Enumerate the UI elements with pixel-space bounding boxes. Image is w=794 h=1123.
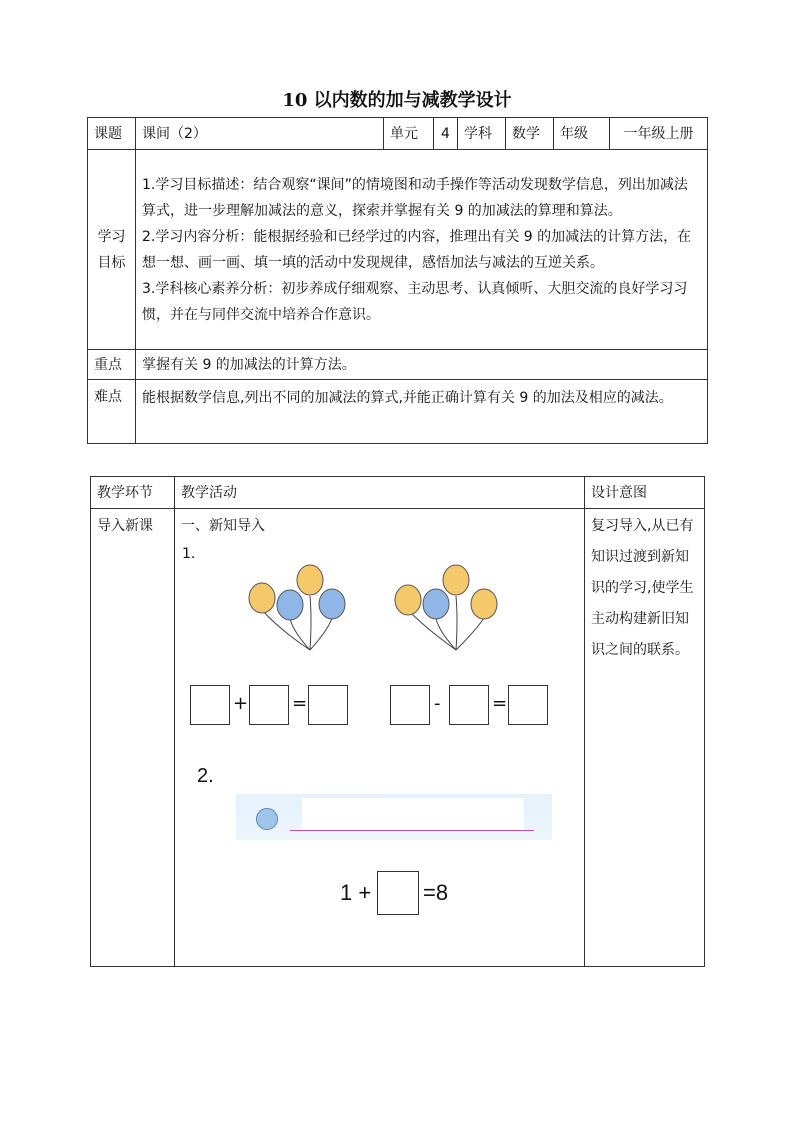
balloon-icon [443,565,469,595]
item-2-label: 2. [197,765,214,787]
document-title: 10 以内数的加与减教学设计 [282,90,512,111]
answer-box[interactable] [249,685,289,725]
goal-3: 3.学科核心素养分析：初步养成仔细观察、主动思考、认真倾听、大胆交流的良好学习习惯，并在与同伴交流中培养合作意识。 [142,280,688,323]
stage-header: 教学环节 [91,477,175,509]
topic-value: 课间（2） [136,118,384,150]
balloon-icon [297,565,323,595]
difficulty-label: 难点 [88,380,136,444]
difficulty-value: 能根据数学信息,列出不同的加减法的算式,并能正确计算有关 9 的加法及相应的减法。 [136,380,708,444]
balloon-icon [395,585,421,615]
lesson-info-table [87,117,708,444]
grade-value: 一年级上册 [610,118,708,150]
image-strip-panel [302,798,524,830]
balloon-icon [277,590,303,620]
minus-sign: - [434,693,441,714]
underline-accent [290,830,534,831]
goals-content [136,150,708,350]
answer-box[interactable] [190,685,230,725]
topic-label: 课题 [88,118,136,150]
circle-icon [256,808,278,830]
answer-box[interactable] [449,685,489,725]
balloon-icon [471,589,497,619]
subject-label: 学科 [458,118,506,150]
balloon-icon [423,589,449,619]
unit-label: 单元 [384,118,434,150]
intent-value: 复习导入,从已有知识过渡到新知识的学习,使学生主动构建新旧知识之间的联系。 [585,509,705,967]
plus-sign: + [233,693,249,714]
equation-left: 1 + [340,880,372,905]
answer-box[interactable] [377,871,419,915]
balloon-bunch-right [388,560,498,654]
grade-label: 年级 [554,118,610,150]
activity-header: 教学活动 [175,477,585,509]
subject-value: 数学 [506,118,554,150]
goals-label-line2: 目标 [97,254,126,271]
equals-sign: = [492,693,508,714]
balloon-bunch-left [240,560,350,654]
key-point-label: 重点 [88,350,136,380]
answer-box[interactable] [508,685,548,725]
answer-box[interactable] [308,685,348,725]
goals-label [88,150,136,350]
goals-label-line1: 学习 [97,228,126,245]
goal-2: 2.学习内容分析：能根据经验和已经学过的内容，推理出有关 9 的加减法的计算方法，在想一想、画一画、填一填的活动中发现规律，感悟加法与减法的互逆关系。 [142,228,692,271]
equation-right: =8 [423,880,449,905]
item-1-label: 1. [182,546,196,562]
unit-value: 4 [434,118,458,150]
goal-1: 1.学习目标描述：结合观察“课间”的情境图和动手操作等活动发现数学信息，列出加减法算式，进一步理解加减法的意义，探索并掌握有关 9 的加减法的算理和算法。 [142,176,688,219]
balloon-icon [319,589,345,619]
key-point-value: 掌握有关 9 的加减法的计算方法。 [136,350,708,380]
stage-value: 导入新课 [91,509,175,967]
balloon-icon [249,583,275,613]
answer-box[interactable] [390,685,430,725]
intent-header: 设计意图 [585,477,705,509]
equals-sign: = [292,693,308,714]
section-heading: 一、新知导入 [181,518,265,534]
